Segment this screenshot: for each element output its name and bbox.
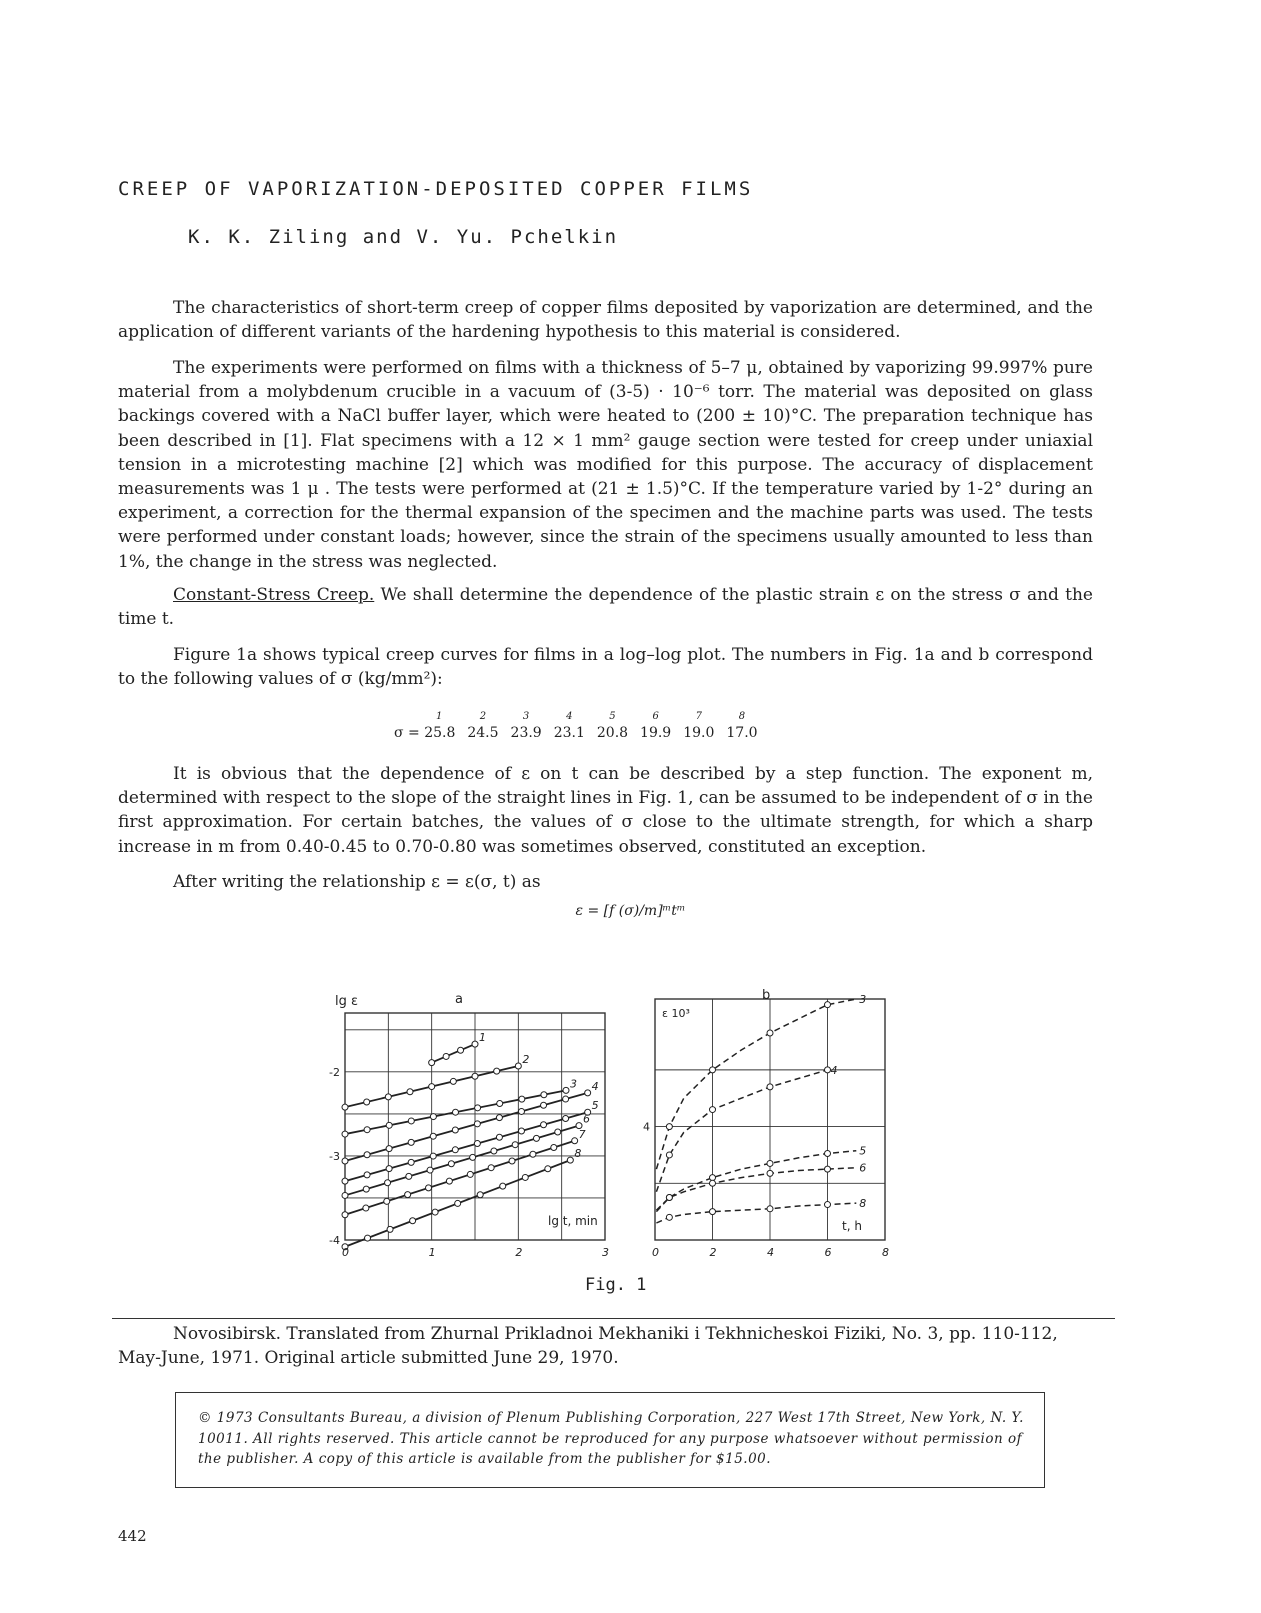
chart-a-data-point xyxy=(494,1068,500,1074)
paragraph-relationship-text: After writing the relationship ε = ε(σ, t) as xyxy=(173,872,541,892)
chart-a-data-point xyxy=(387,1226,393,1232)
chart-a-data-point xyxy=(364,1099,370,1105)
chart-a-data-point xyxy=(364,1172,370,1178)
chart-a-series-line xyxy=(432,1044,475,1062)
source-footnote-text: Novosibirsk. Translated from Zhurnal Prikladnoi Mekhaniki i Tekhnicheskoi Fiziki, No. 3, pp. 110-112, May-June, 1971. Original article submitted June 29, 1970. xyxy=(118,1324,1058,1368)
chart-a-data-point xyxy=(430,1114,436,1120)
chart-b-data-point xyxy=(825,1202,831,1208)
chart-a-x-tick-label: 3 xyxy=(602,1246,609,1259)
chart-b-data-point xyxy=(767,1206,773,1212)
article-authors: K. K. Ziling and V. Yu. Pchelkin xyxy=(188,226,619,248)
chart-a-data-point xyxy=(585,1090,591,1096)
chart-a-data-point xyxy=(455,1200,461,1206)
chart-a-data-point xyxy=(342,1178,348,1184)
copyright-text: © 1973 Consultants Bureau, a division of Plenum Publishing Corporation, 227 West 17th Street, New York, N. Y. 10011. All rights reserved. This article cannot be reproduced for any purpose whatsoever without permission of the publisher. A copy of this article is available from the publisher for $15.00. xyxy=(198,1410,1024,1467)
equation: ε = [f (σ)/m]ᵐtᵐ xyxy=(575,903,686,919)
chart-a-data-point xyxy=(385,1094,391,1100)
chart-a-series-label: 5 xyxy=(591,1099,599,1113)
chart-b-ticks-group xyxy=(643,1121,889,1259)
chart-a-data-point xyxy=(496,1115,502,1121)
chart-a-data-point xyxy=(551,1145,557,1151)
chart-b-series-label: 3 xyxy=(859,993,867,1006)
chart-a-data-point xyxy=(365,1235,371,1241)
sigma-value: 23.9 xyxy=(510,725,542,741)
chart-a-data-point xyxy=(386,1166,392,1172)
chart-b-x-tick-label: 0 xyxy=(652,1246,659,1259)
chart-b-series-label: 6 xyxy=(859,1161,867,1175)
chart-a-data-point xyxy=(432,1209,438,1215)
sigma-index: 1 xyxy=(435,710,443,722)
abstract-text: The characteristics of short-term creep of copper films deposited by vaporization are determined, and the application of different variants of the hardening hypothesis to this material is considered. xyxy=(118,298,1093,343)
sigma-value: 23.1 xyxy=(553,725,585,741)
chart-b-data-point xyxy=(710,1180,716,1186)
chart-a-data-point xyxy=(563,1096,569,1102)
copyright-box xyxy=(175,1392,1045,1488)
paragraph-figure-intro-text: Figure 1a shows typical creep curves for films in a log–log plot. The numbers in Fig. 1a and b correspond to the following values of σ (kg/mm²): xyxy=(118,645,1093,690)
chart-a-data-point xyxy=(519,1096,525,1102)
paragraph-step-function xyxy=(118,762,1093,859)
chart-a-y-tick-label: -4 xyxy=(329,1234,340,1247)
chart-a-data-point xyxy=(429,1084,435,1090)
sigma-value: 24.5 xyxy=(467,725,499,741)
chart-a-data-point xyxy=(541,1092,547,1098)
chart-a-x-tick-label: 2 xyxy=(515,1246,523,1259)
chart-b-data-point xyxy=(666,1214,672,1220)
chart-a-data-point xyxy=(342,1104,348,1110)
chart-a-data-point xyxy=(446,1178,452,1184)
figure-caption: Fig. 1 xyxy=(585,1275,647,1295)
chart-b-series-label: 8 xyxy=(859,1197,867,1211)
figure-1b-chart xyxy=(640,985,900,1265)
chart-a-data-point xyxy=(512,1142,518,1148)
section-text: We shall determine the dependence of the plastic strain ε on the stress σ and the time t. xyxy=(118,585,1093,630)
chart-a-xlabel: lg t, min xyxy=(548,1214,598,1228)
chart-a-y-tick-label: -2 xyxy=(329,1065,340,1079)
chart-a-data-point xyxy=(530,1151,536,1157)
chart-a-series-label: 3 xyxy=(570,1077,577,1091)
chart-b-data-point xyxy=(767,1084,773,1090)
chart-a-data-point xyxy=(496,1134,502,1140)
chart-a-data-point xyxy=(448,1161,454,1167)
chart-b-x-tick-label: 4 xyxy=(767,1246,774,1259)
chart-a-data-point xyxy=(458,1047,464,1053)
chart-a-series-label: 1 xyxy=(479,1031,486,1045)
chart-a-data-point xyxy=(427,1167,433,1173)
sigma-index: 2 xyxy=(479,710,487,722)
chart-a-data-point xyxy=(429,1060,435,1066)
chart-b-x-tick-label: 8 xyxy=(882,1246,889,1259)
chart-a-data-point xyxy=(472,1041,478,1047)
chart-a-data-point xyxy=(364,1152,370,1158)
chart-a-data-point xyxy=(491,1148,497,1154)
paragraph-constant-stress xyxy=(118,583,1093,631)
sigma-value: 19.9 xyxy=(640,725,672,741)
chart-a-data-point xyxy=(408,1139,414,1145)
chart-a-data-point xyxy=(363,1186,369,1192)
chart-a-data-point xyxy=(541,1122,547,1128)
chart-a-data-point xyxy=(563,1115,569,1121)
chart-b-xlabel: t, h xyxy=(842,1219,862,1233)
chart-a-data-point xyxy=(430,1133,436,1139)
paragraph-figure-intro xyxy=(118,643,1093,691)
chart-a-data-point xyxy=(386,1146,392,1152)
chart-b-data-point xyxy=(710,1107,716,1113)
chart-a-series-label: 8 xyxy=(574,1147,582,1161)
chart-a-data-point xyxy=(522,1174,528,1180)
chart-b-series-group xyxy=(656,993,866,1223)
paragraph-relationship xyxy=(118,870,1093,894)
sigma-index: 4 xyxy=(566,710,573,722)
chart-b-panel-label: b xyxy=(762,988,771,1003)
chart-a-data-point xyxy=(515,1063,521,1069)
chart-a-ylabel: lg ε xyxy=(335,994,359,1009)
chart-a-data-point xyxy=(453,1109,459,1115)
chart-a-data-point xyxy=(363,1205,369,1211)
chart-b-ylabel: ε 10³ xyxy=(662,1007,690,1020)
chart-a-data-point xyxy=(541,1102,547,1108)
chart-a-data-point xyxy=(470,1154,476,1160)
sigma-index: 7 xyxy=(695,710,702,722)
chart-b-series-curve xyxy=(656,999,856,1169)
page-number: 442 xyxy=(118,1527,147,1545)
chart-a-series-label: 2 xyxy=(522,1052,530,1066)
chart-a-data-point xyxy=(342,1212,348,1218)
chart-a-series-line xyxy=(345,1126,582,1196)
chart-a-data-point xyxy=(497,1100,503,1106)
chart-a-data-point xyxy=(563,1087,569,1093)
chart-a-data-point xyxy=(342,1192,348,1198)
chart-a-data-point xyxy=(500,1183,506,1189)
sigma-prefix: σ = 25.8 xyxy=(394,725,456,741)
chart-b-data-point xyxy=(825,1166,831,1172)
chart-b-data-point xyxy=(666,1194,672,1200)
chart-a-data-point xyxy=(474,1121,480,1127)
chart-a-data-point xyxy=(509,1158,515,1164)
chart-a-data-point xyxy=(488,1165,494,1171)
chart-b-y-tick-label: 4 xyxy=(643,1120,650,1134)
footnote-divider xyxy=(112,1318,1115,1319)
chart-a-data-point xyxy=(452,1147,458,1153)
chart-a-data-point xyxy=(384,1198,390,1204)
chart-a-series-label: 7 xyxy=(578,1127,586,1141)
chart-a-data-point xyxy=(408,1159,414,1165)
figure-1a-chart xyxy=(320,985,620,1265)
chart-a-data-point xyxy=(518,1108,524,1114)
paragraph-step-function-text: It is obvious that the dependence of ε on t can be described by a step function. The exponent m, determined with respect to the slope of the straight lines in Fig. 1, can be assumed to be independent of σ in the first approximation. For certain batches, the values of σ close to the ultimate strength, for which a sharp increase in m from 0.40-0.45 to 0.70-0.80 was sometimes observed, constituted an exception. xyxy=(118,764,1093,857)
chart-a-data-point xyxy=(405,1192,411,1198)
chart-a-data-point xyxy=(467,1171,473,1177)
chart-a-data-point xyxy=(474,1141,480,1147)
chart-a-x-tick-label: 0 xyxy=(342,1246,349,1259)
chart-a-data-point xyxy=(452,1127,458,1133)
chart-b-data-point xyxy=(666,1152,672,1158)
source-footnote xyxy=(118,1322,1093,1370)
sigma-index: 8 xyxy=(738,710,746,722)
chart-a-data-point xyxy=(475,1105,481,1111)
chart-a-data-point xyxy=(406,1173,412,1179)
chart-a-data-point xyxy=(472,1073,478,1079)
chart-b-data-point xyxy=(767,1030,773,1036)
chart-b-series-label: 4 xyxy=(830,1063,838,1077)
section-heading: Constant-Stress Creep. xyxy=(173,585,375,605)
chart-a-data-point xyxy=(407,1089,413,1095)
chart-a-data-point xyxy=(408,1118,414,1124)
chart-b-data-point xyxy=(825,1002,831,1008)
chart-a-ticks-group xyxy=(329,1066,609,1259)
paragraph-methods xyxy=(118,356,1093,574)
abstract xyxy=(118,296,1093,344)
chart-b-series-curve xyxy=(656,1070,827,1192)
article-title: CREEP OF VAPORIZATION-DEPOSITED COPPER FILMS xyxy=(118,178,754,200)
paragraph-methods-text: The experiments were performed on films with a thickness of 5–7 μ, obtained by vaporizing 99.997% pure material from a molybdenum crucible in a vacuum of (3-5) · 10⁻⁶ torr. The material was deposited on glass backings covered with a NaCl buffer layer, which were heated to (200 ± 10)°C. The preparation technique has been described in [1]. Flat specimens with a 12 × 1 mm² gauge section were tested for creep under uniaxial tension in a microtesting machine [2] which was modified for this purpose. The accuracy of displacement measurements was 1 μ . The tests were performed at (21 ± 1.5)°C. If the temperature varied by 1-2° during an experiment, a correction for the thermal expansion of the specimen and the machine parts was used. The tests were performed under constant loads; however, since the strain of the specimens usually amounted to less than 1%, the change in the stress was neglected. xyxy=(118,358,1093,572)
chart-a-data-point xyxy=(342,1158,348,1164)
sigma-value: 17.0 xyxy=(726,725,758,741)
chart-a-y-tick-label: -3 xyxy=(329,1149,340,1163)
chart-b-data-point xyxy=(710,1209,716,1215)
chart-b-x-tick-label: 6 xyxy=(824,1246,832,1259)
sigma-index: 5 xyxy=(609,710,616,722)
chart-a-data-point xyxy=(518,1128,524,1134)
chart-b-data-point xyxy=(825,1151,831,1157)
sigma-value: 20.8 xyxy=(596,725,629,741)
chart-a-data-point xyxy=(342,1131,348,1137)
chart-a-data-point xyxy=(385,1180,391,1186)
chart-a-series-label: 4 xyxy=(591,1079,599,1093)
chart-a-data-point xyxy=(364,1127,370,1133)
sigma-index: 3 xyxy=(522,710,530,722)
chart-a-data-point xyxy=(555,1129,561,1135)
chart-a-series-label: 6 xyxy=(583,1112,590,1126)
chart-a-data-point xyxy=(572,1138,578,1144)
chart-b-data-point xyxy=(666,1124,672,1130)
chart-b-series-label: 5 xyxy=(859,1144,867,1158)
chart-a-data-point xyxy=(533,1135,539,1141)
chart-a-x-tick-label: 1 xyxy=(428,1246,436,1259)
sigma-value: 19.0 xyxy=(683,725,715,741)
chart-a-data-point xyxy=(386,1122,392,1128)
chart-a-data-point xyxy=(450,1078,456,1084)
chart-b-data-point xyxy=(710,1067,716,1073)
chart-b-x-tick-label: 2 xyxy=(709,1246,717,1259)
sigma-values-table xyxy=(388,707,776,741)
chart-b-data-point xyxy=(710,1175,716,1181)
chart-a-data-point xyxy=(430,1153,436,1159)
chart-a-data-point xyxy=(410,1218,416,1224)
chart-a-data-point xyxy=(426,1185,432,1191)
chart-a-data-point xyxy=(545,1166,551,1172)
sigma-index: 6 xyxy=(652,710,659,722)
chart-b-data-point xyxy=(767,1160,773,1166)
chart-a-panel-label: a xyxy=(455,992,463,1007)
chart-b-data-point xyxy=(767,1170,773,1176)
chart-a-data-point xyxy=(443,1053,449,1059)
chart-a-data-point xyxy=(477,1192,483,1198)
chart-a-data-point xyxy=(567,1157,573,1163)
